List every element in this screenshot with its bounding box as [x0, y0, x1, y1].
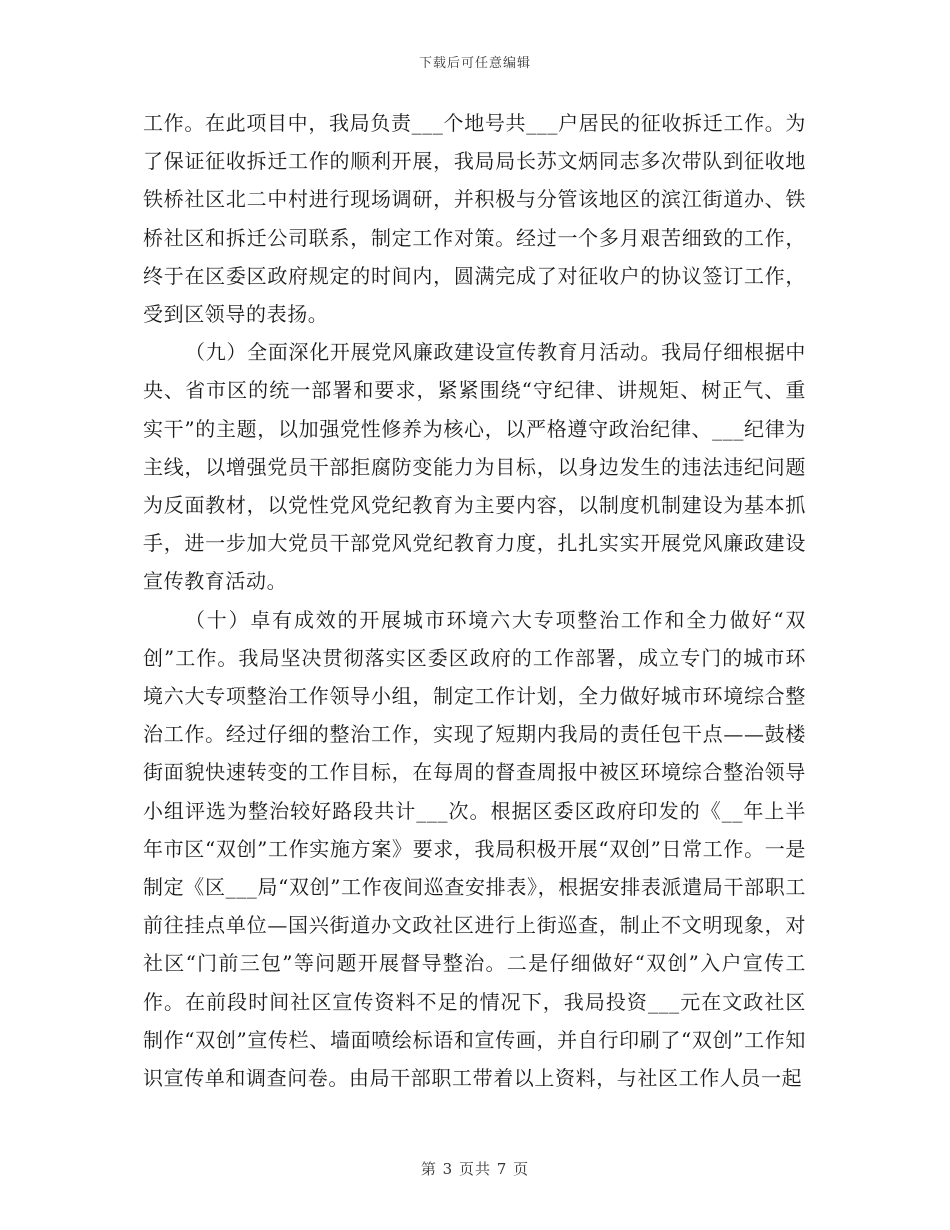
page-header: 下载后可任意编辑	[418, 56, 531, 71]
paragraph-section-9: （九）全面深化开展党风廉政建设宣传教育月活动。我局仔细根据中央、省市区的统一部署和要求，紧紧围绕“守纪律、讲规矩、树正气、重实干”的主题，以加强党性修养为核心，以严格遵守政治纪律、___纪律为主线，以增强党员干部拒腐防变能力为目标，以身边发生的违法违纪问题为反面教材，以党性党风党纪教育为主要内容，以制度机制建设为基本抓手，进一步加大党员干部党风党纪教育力度，扎扎实实开展党风廉政建设宣传教育活动。	[143, 340, 806, 594]
paragraph-continuation: 工作。在此项目中，我局负责___个地号共___户居民的征收拆迁工作。为了保证征收拆迁工作的顺利开展，我局局长苏文炳同志多次带队到征收地铁桥社区北二中村进行现场调研，并积极与分管该地区的滨江街道办、铁桥社区和拆迁公司联系，制定工作对策。经过一个多月艰苦细致的工作，终于在区委区政府规定的时间内，圆满完成了对征收户的协议签订工作，受到区领导的表扬。	[143, 111, 806, 327]
page-number: 第 3 页共 7 页	[420, 1160, 530, 1178]
document-body	[143, 104, 806, 1097]
paragraph-section-10: （十）卓有成效的开展城市环境六大专项整治工作和全力做好“双创”工作。我局坚决贯彻落实区委区政府的工作部署，成立专门的城市环境六大专项整治工作领导小组，制定工作计划，全力做好城市环境综合整治工作。经过仔细的整治工作，实现了短期内我局的责任包干点——鼓楼街面貌快速转变的工作目标，在每周的督查周报中被区环境综合整治领导小组评选为整治较好路段共计___次。根据区委区政府印发的《__年上半年市区“双创”工作实施方案》要求，我局积极开展“双创”日常工作。一是制定《区___局“双创”工作夜间巡查安排表》，根据安排表派遣局干部职工前往挂点单位—国兴街道办文政社区进行上街巡查，制止不文明现象，对社区“门前三包”等问题开展督导整治。二是仔细做好“双创”入户宣传工作。在前段时间社区宣传资料不足的情况下，我局投资___元在文政社区制作“双创”宣传栏、墙面喷绘标语和宣传画，并自行印刷了“双创”工作知识宣传单和调查问卷。由局干部职工带着以上资料，与社区工作人员一起	[143, 607, 806, 1091]
